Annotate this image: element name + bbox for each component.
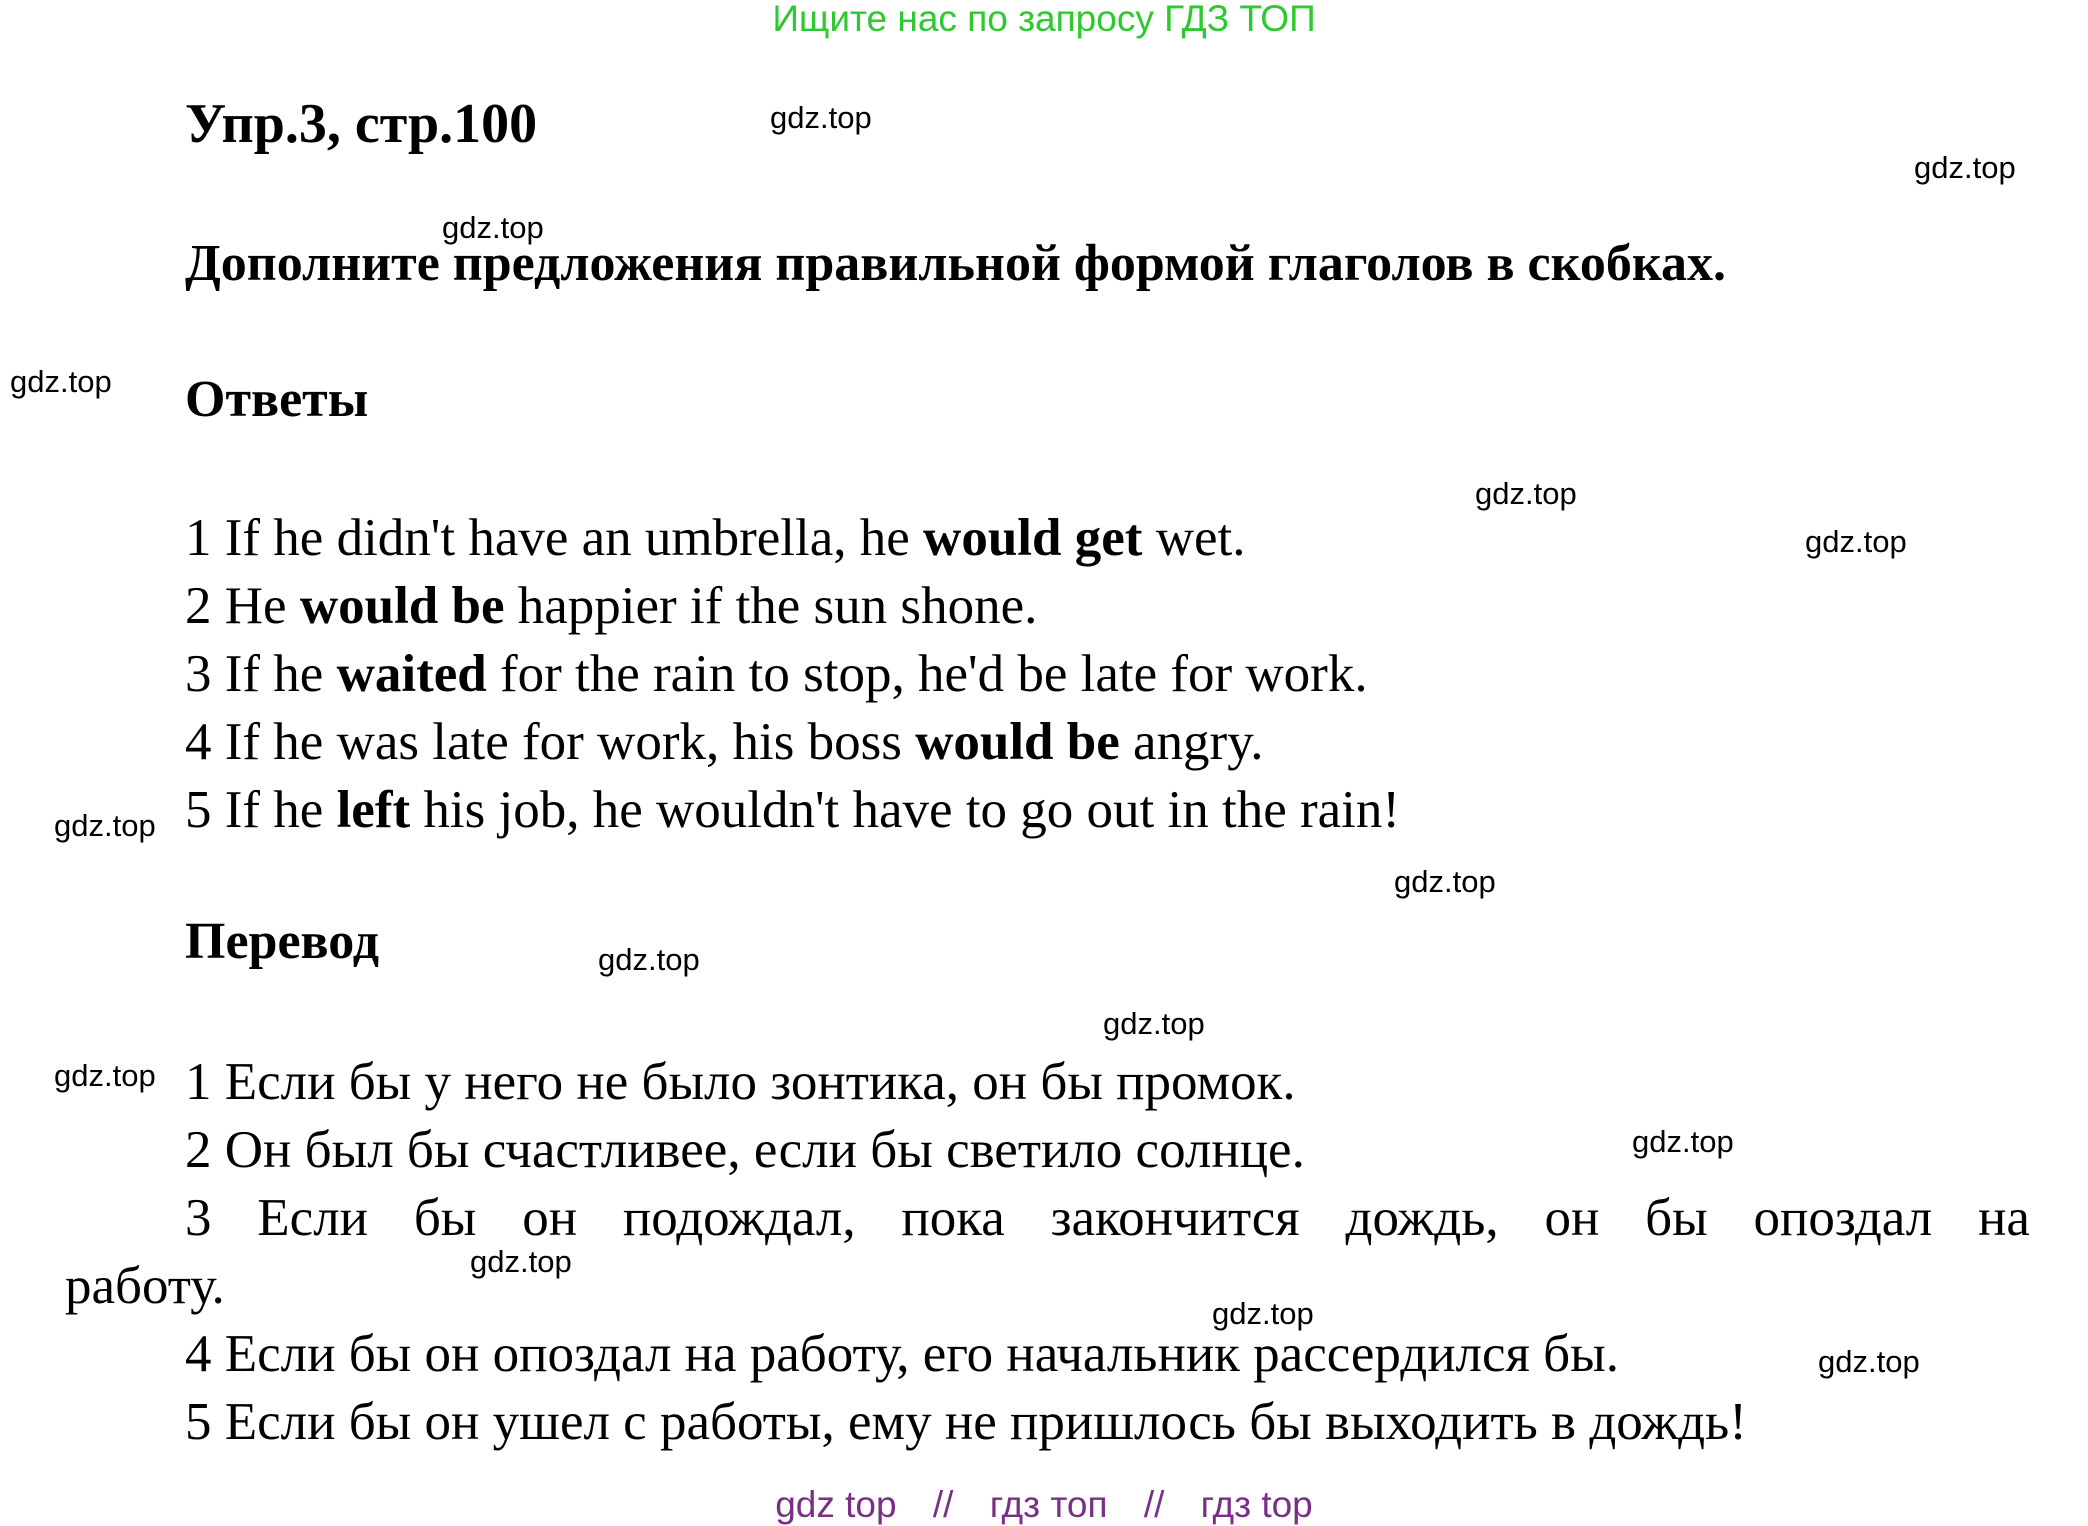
answer-verb: waited (336, 645, 487, 703)
watermark: gdz.top (1805, 524, 1907, 559)
footer-separator: // (1143, 1484, 1165, 1525)
answer-verb: would be (915, 713, 1120, 771)
translation-line-1: 1 Если бы у него не было зонтика, он бы промок. (185, 1053, 1296, 1111)
footer-links (0, 1484, 2088, 1526)
watermark: gdz.top (1818, 1344, 1920, 1379)
answer-verb: left (336, 781, 411, 839)
footer-separator: // (932, 1484, 954, 1525)
answer-line-2: 2 He would be happier if the sun shone. (185, 577, 1038, 635)
answer-line-5: 5 If he left his job, he wouldn't have to go out in the rain! (185, 781, 1401, 839)
watermark: gdz.top (1394, 864, 1496, 899)
exercise-title: Упр.3, стр.100 (185, 93, 538, 155)
translation-line-2: 2 Он был бы счастливее, если бы светило солнце. (185, 1121, 1305, 1179)
translation-line-4: 4 Если бы он опоздал на работу, его начальник рассердился бы. (185, 1325, 1619, 1383)
watermark: gdz.top (1914, 150, 2016, 185)
answers-heading: Ответы (185, 371, 369, 428)
translation-line-3: 3 Если бы он подождал, пока закончится дождь, он бы опоздал на (185, 1189, 2030, 1247)
search-banner: Ищите нас по запросу ГДЗ ТОП (772, 0, 1316, 39)
answer-verb: would get (923, 509, 1143, 567)
translation-heading: Перевод (185, 913, 380, 970)
footer-link-gdz-top-mixed[interactable]: гдз top (1200, 1484, 1313, 1525)
answer-line-1: 1 If he didn't have an umbrella, he would get wet. (185, 509, 1246, 567)
translation-line-3-continued: работу. (65, 1257, 225, 1315)
watermark: gdz.top (10, 364, 112, 399)
watermark: gdz.top (598, 942, 700, 977)
watermark: gdz.top (442, 210, 544, 245)
answer-line-4: 4 If he was late for work, his boss would be angry. (185, 713, 1264, 771)
watermark: gdz.top (770, 100, 872, 135)
footer-link-gdz-top[interactable]: gdz top (775, 1484, 897, 1525)
watermark: gdz.top (54, 1058, 156, 1093)
translation-line-5: 5 Если бы он ушел с работы, ему не пришлось бы выходить в дождь! (185, 1393, 1747, 1451)
watermark: gdz.top (470, 1244, 572, 1279)
watermark: gdz.top (54, 808, 156, 843)
footer-link-gdz-top-cyrillic[interactable]: гдз топ (989, 1484, 1108, 1525)
watermark: gdz.top (1632, 1124, 1734, 1159)
answer-line-3: 3 If he waited for the rain to stop, he'd be late for work. (185, 645, 1368, 703)
watermark: gdz.top (1475, 476, 1577, 511)
task-instruction: Дополните предложения правильной формой глаголов в скобках. (185, 235, 1727, 292)
answer-verb: would be (299, 577, 505, 635)
watermark: gdz.top (1103, 1006, 1205, 1041)
watermark: gdz.top (1212, 1296, 1314, 1331)
